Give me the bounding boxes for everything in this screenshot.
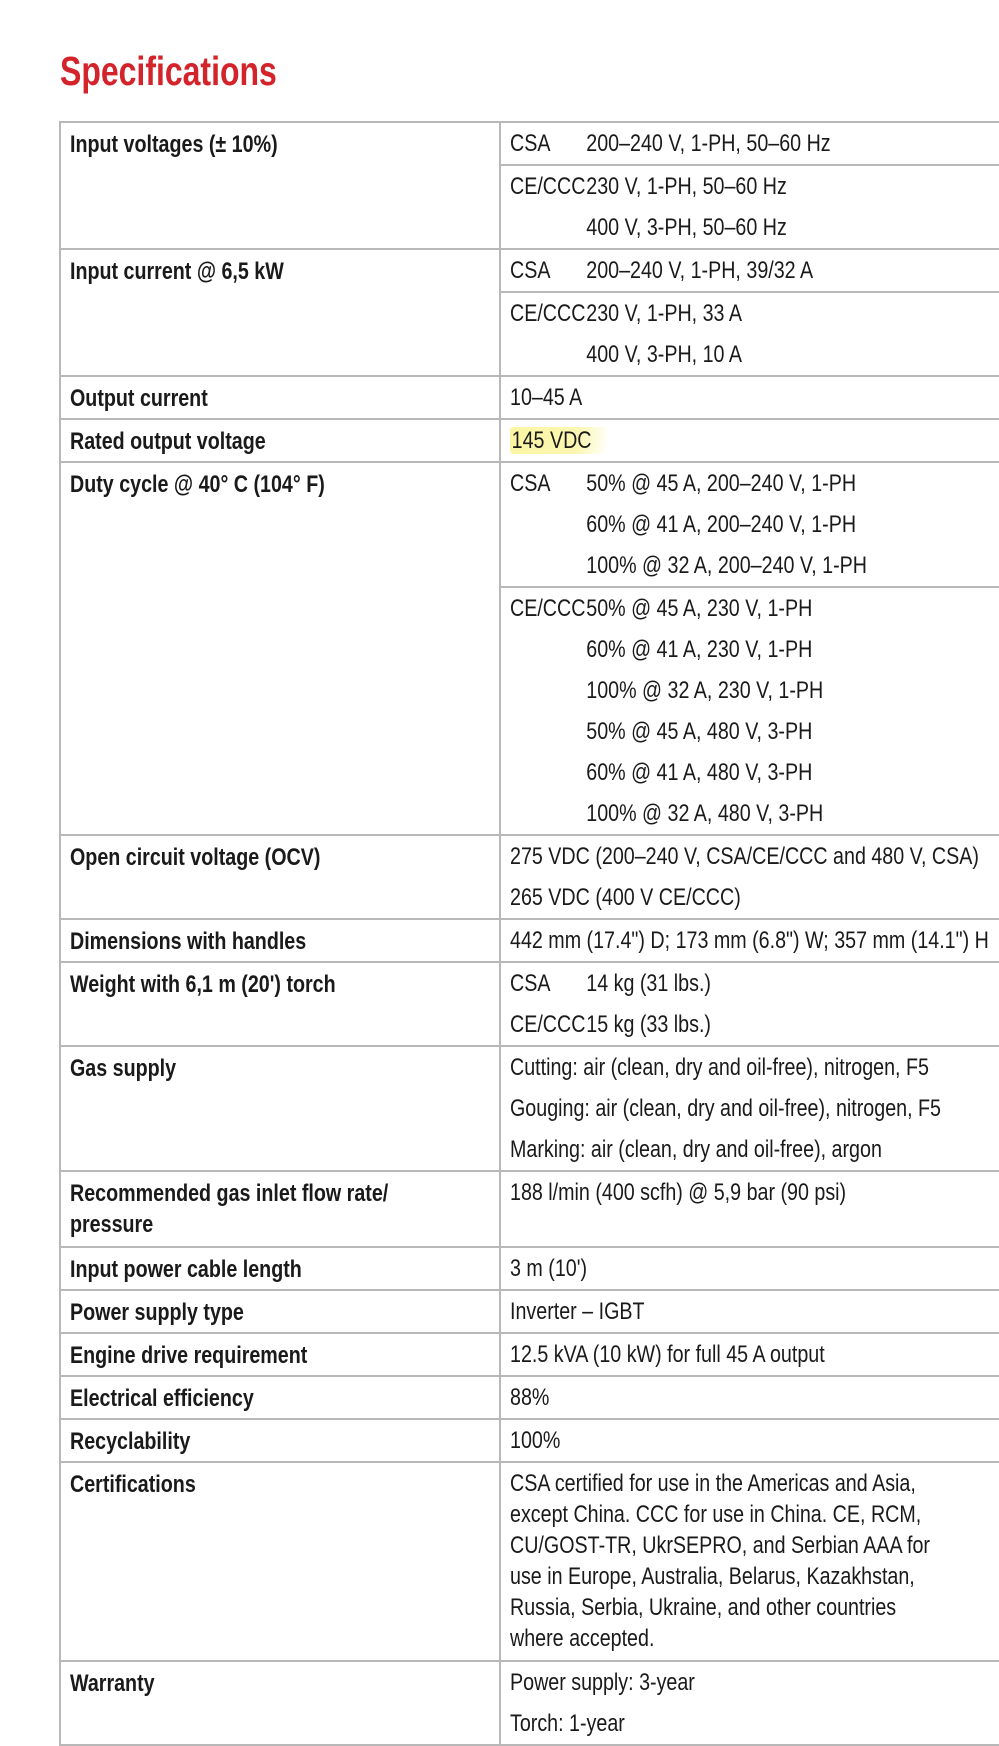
value-text: 14 kg (31 lbs.) — [586, 970, 711, 997]
value-text: 100% — [510, 1427, 561, 1454]
spec-label: Gas supply — [60, 1046, 500, 1171]
spec-value — [500, 376, 999, 419]
standard-label: CSA — [510, 130, 551, 157]
spec-label: Recyclability — [60, 1419, 500, 1462]
spec-row-duty-cycle — [60, 462, 999, 835]
spec-value — [500, 1247, 999, 1290]
spec-row-rated-output-voltage — [60, 419, 999, 462]
standard-label: CSA — [510, 470, 551, 497]
value-group-ce-ccc — [501, 164, 999, 248]
value-group-ce-ccc — [501, 291, 999, 375]
standard-label: CE/CCC — [510, 173, 586, 200]
spec-label: Electrical efficiency — [60, 1376, 500, 1419]
value-text: 442 mm (17.4") D; 173 mm (6.8") W; 357 mm (14.1") H — [510, 927, 989, 954]
value-text: 60% @ 41 A, 480 V, 3-PH — [586, 759, 813, 786]
spec-row-input-current — [60, 249, 999, 376]
value-text: 188 l/min (400 scfh) @ 5,9 bar (90 psi) — [510, 1179, 847, 1206]
spec-value — [500, 1171, 999, 1247]
spec-value — [500, 1462, 999, 1661]
spec-row-electrical-efficiency — [60, 1376, 999, 1419]
spec-row-dimensions — [60, 919, 999, 962]
spec-label: Duty cycle @ 40° C (104° F) — [60, 462, 500, 835]
spec-value — [500, 1333, 999, 1376]
standard-label: CE/CCC — [510, 595, 586, 622]
spec-label: Recommended gas inlet flow rate/ pressure — [60, 1171, 500, 1247]
spec-value — [500, 1661, 999, 1745]
standard-label: CSA — [510, 970, 551, 997]
page-title: Specifications — [60, 48, 277, 94]
spec-value — [500, 1419, 999, 1462]
spec-label: Weight with 6,1 m (20') torch — [60, 962, 500, 1046]
specifications-table — [59, 121, 999, 1746]
spec-row-engine-drive — [60, 1333, 999, 1376]
spec-label: Open circuit voltage (OCV) — [60, 835, 500, 919]
spec-row-certifications — [60, 1462, 999, 1661]
value-text: 10–45 A — [510, 384, 583, 411]
spec-value — [500, 1290, 999, 1333]
value-text: 200–240 V, 1-PH, 50–60 Hz — [586, 130, 831, 157]
value-text: 3 m (10') — [510, 1255, 588, 1282]
spec-value — [500, 1376, 999, 1419]
spec-label: Rated output voltage — [60, 419, 500, 462]
value-text: 100% @ 32 A, 230 V, 1-PH — [586, 677, 824, 704]
spec-value — [500, 462, 999, 835]
value-text: 50% @ 45 A, 230 V, 1-PH — [586, 595, 813, 622]
spec-label: Warranty — [60, 1661, 500, 1745]
spec-value — [500, 419, 999, 462]
spec-row-cable-length — [60, 1247, 999, 1290]
spec-row-gas-inlet-flow — [60, 1171, 999, 1247]
value-group-csa — [501, 463, 999, 586]
value-group-csa — [501, 250, 999, 291]
spec-label: Input power cable length — [60, 1247, 500, 1290]
standard-label: CE/CCC — [510, 1011, 586, 1038]
standard-label: CE/CCC — [510, 300, 586, 327]
spec-value — [500, 249, 999, 376]
value-text: 275 VDC (200–240 V, CSA/CE/CCC and 480 V, CSA) — [510, 843, 979, 870]
value-group-ce-ccc — [501, 586, 999, 834]
value-text: 12.5 kVA (10 kW) for full 45 A output — [510, 1341, 825, 1368]
spec-value — [500, 835, 999, 919]
spec-value — [500, 919, 999, 962]
value-text: 230 V, 1-PH, 50–60 Hz — [586, 173, 787, 200]
value-text: Torch: 1-year — [510, 1710, 625, 1737]
spec-label: Input voltages (± 10%) — [60, 122, 500, 249]
value-text: 50% @ 45 A, 480 V, 3-PH — [586, 718, 813, 745]
value-text: Power supply: 3-year — [510, 1669, 695, 1696]
value-text: 60% @ 41 A, 230 V, 1-PH — [586, 636, 813, 663]
value-text: CSA certified for use in the Americas and Asia, except China. CCC for use in China. CE, RCM, CU/GOST-TR, UkrSEPRO, and Serbian AAA for use in Europe, Australia, Belarus, Kazakhstan, Russia, Serbia, Ukraine, and other countries where accepted. — [510, 1470, 930, 1652]
value-text: 60% @ 41 A, 200–240 V, 1-PH — [586, 511, 857, 538]
spec-label: Input current @ 6,5 kW — [60, 249, 500, 376]
value-text: 400 V, 3-PH, 10 A — [586, 341, 742, 368]
value-text: Cutting: air (clean, dry and oil-free), nitrogen, F5 — [510, 1054, 929, 1081]
value-text: 15 kg (33 lbs.) — [586, 1011, 711, 1038]
spec-value — [500, 962, 999, 1046]
spec-label: Certifications — [60, 1462, 500, 1661]
spec-row-gas-supply — [60, 1046, 999, 1171]
standard-label: CSA — [510, 257, 551, 284]
spec-row-open-circuit-voltage — [60, 835, 999, 919]
value-text: Inverter – IGBT — [510, 1298, 645, 1325]
spec-row-output-current — [60, 376, 999, 419]
highlighted-value: 145 VDC — [510, 427, 608, 454]
spec-label: Dimensions with handles — [60, 919, 500, 962]
value-text: 200–240 V, 1-PH, 39/32 A — [586, 257, 814, 284]
spec-value — [500, 1046, 999, 1171]
value-text: 400 V, 3-PH, 50–60 Hz — [586, 214, 787, 241]
value-text: 100% @ 32 A, 480 V, 3-PH — [586, 800, 824, 827]
spec-row-warranty — [60, 1661, 999, 1745]
value-text: 88% — [510, 1384, 550, 1411]
value-text: 265 VDC (400 V CE/CCC) — [510, 884, 741, 911]
spec-row-power-supply-type — [60, 1290, 999, 1333]
spec-row-input-voltages — [60, 122, 999, 249]
value-text: 230 V, 1-PH, 33 A — [586, 300, 742, 327]
spec-label: Engine drive requirement — [60, 1333, 500, 1376]
value-group-csa — [501, 123, 999, 164]
value-text: 100% @ 32 A, 200–240 V, 1-PH — [586, 552, 868, 579]
spec-row-recyclability — [60, 1419, 999, 1462]
spec-value — [500, 122, 999, 249]
spec-label: Output current — [60, 376, 500, 419]
spec-row-weight — [60, 962, 999, 1046]
value-text: Marking: air (clean, dry and oil-free), argon — [510, 1136, 882, 1163]
spec-label: Power supply type — [60, 1290, 500, 1333]
value-text: 50% @ 45 A, 200–240 V, 1-PH — [586, 470, 857, 497]
value-text: Gouging: air (clean, dry and oil-free), nitrogen, F5 — [510, 1095, 941, 1122]
